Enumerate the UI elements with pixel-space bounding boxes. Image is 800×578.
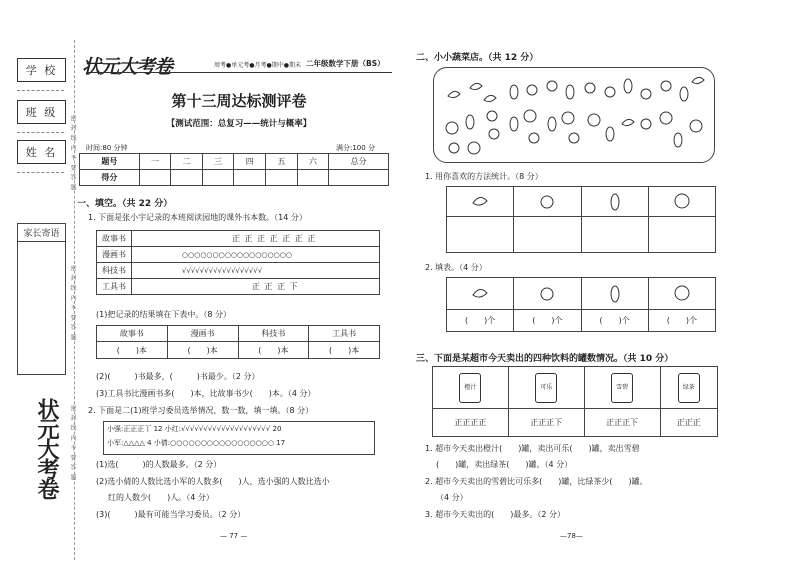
eggplant-icon: [680, 87, 688, 101]
fill-answer[interactable]: ( )本: [309, 342, 380, 359]
score-cell[interactable]: [266, 170, 298, 186]
pepper-icon: [692, 77, 704, 83]
radish-icon: [541, 196, 553, 208]
q2-sub2b: 红的人数少( )人。（4 分）: [108, 493, 214, 502]
radish-icon: [585, 83, 595, 93]
q2-text: 2. 下面是二(1)班学习委员选举情况，数一数，填一填。（8 分）: [88, 406, 314, 415]
radish-icon: [529, 133, 539, 143]
veg-tally-cell[interactable]: [581, 217, 648, 253]
fill-header: 故事书: [97, 326, 168, 342]
page-title: 第十三周达标测评卷: [171, 92, 307, 110]
book-label: 漫画书: [97, 247, 132, 263]
book-tally-table: [96, 230, 380, 295]
seal-note-1: 密 封 线 内 不 要 答 题: [69, 115, 76, 192]
q2-sub3: (3)( )最有可能当学习委员。（2 分）: [96, 510, 246, 519]
seal-line: [74, 40, 76, 560]
score-header: 二: [171, 154, 203, 170]
fill-header: 科技书: [238, 326, 309, 342]
book-tally: 正 正 正 下: [132, 279, 380, 295]
radish-icon: [489, 129, 499, 139]
radish-icon: [541, 288, 553, 300]
veg-fill-answer[interactable]: ( )个: [581, 310, 648, 332]
part3-q2b: （4 分）: [436, 493, 468, 502]
q2-sub1: (1)选( )的人数最多。（2 分）: [96, 460, 222, 469]
veg-header: [648, 187, 715, 217]
school-line[interactable]: [17, 90, 64, 91]
drink-name: 绿茶: [682, 383, 695, 391]
vegetable-picture: [433, 67, 715, 163]
veg-header: [581, 278, 648, 310]
class-label: 班 级: [17, 100, 66, 124]
part1-heading: 一、填空。（共 22 分）: [77, 199, 173, 209]
drink-tally: 正正正下: [584, 409, 660, 437]
cabbage-icon: [675, 194, 689, 208]
book-tally: √√√√√√√√√√√√√√√√√√: [132, 263, 380, 279]
drink-tally: 正正正: [660, 409, 717, 437]
book-label: 科技书: [97, 263, 132, 279]
fill-header: 工具书: [309, 326, 380, 342]
part3-q1b: ( )罐，卖出绿茶( )罐。（4 分）: [436, 460, 573, 469]
radish-icon: [449, 143, 459, 153]
score-header: 六: [297, 154, 329, 170]
header-rule: [86, 72, 392, 73]
q1-sub2: (2)( )书最多，( )书最少。（2 分）: [96, 372, 260, 381]
radish-icon: [547, 81, 557, 91]
header-tags: 周考●单元考●月考●期中●期末: [214, 62, 301, 69]
drink-tally: 正正正正: [433, 409, 509, 437]
veg-fill-answer[interactable]: ( )个: [648, 310, 715, 332]
score-cell[interactable]: [329, 170, 389, 186]
score-cell[interactable]: [202, 170, 234, 186]
cabbage-icon: [562, 112, 574, 124]
book-label: 工具书: [97, 279, 132, 295]
page-number-left: — 77 —: [220, 532, 248, 540]
veg-tally-cell[interactable]: [648, 217, 715, 253]
q1-text: 1. 下面是张小宇记录的本班阅读园地的课外书本数。（14 分）: [88, 213, 307, 222]
pepper-icon: [484, 95, 496, 101]
eggplant-icon: [510, 85, 518, 99]
part3-q1: 1. 超市今天卖出橙汁( )罐，卖出可乐( )罐，卖出雪碧: [425, 444, 640, 453]
veg-fill-answer[interactable]: ( )个: [514, 310, 581, 332]
radish-icon: [605, 87, 615, 97]
veg-header: [447, 278, 514, 310]
vote-line: 小强:正正正丅 12 小红:√√√√√√√√√√√√√√√√√√√√ 20: [107, 425, 282, 433]
score-cell[interactable]: [139, 170, 171, 186]
score-header: 三: [202, 154, 234, 170]
full-score: 满分:100 分: [336, 144, 375, 152]
can-icon: [611, 373, 633, 403]
pepper-icon: [470, 83, 482, 89]
veg-header: [581, 187, 648, 217]
veg-tally-cell[interactable]: [514, 217, 581, 253]
veg-count-table: [446, 186, 716, 253]
veg-header: [514, 187, 581, 217]
pepper-icon: [473, 289, 487, 297]
header-grade: 二年级数学下册（BS）: [306, 59, 385, 68]
part2-q2: 2. 填表。（4 分）: [425, 263, 487, 272]
can-icon: [535, 373, 557, 403]
cabbage-icon: [588, 114, 600, 126]
score-header: 一: [139, 154, 171, 170]
cabbage-icon: [446, 122, 458, 134]
q1-sub1: (1)把记录的结果填在下表中。（8 分）: [96, 310, 231, 319]
vote-box: [103, 421, 375, 455]
score-header: 总分: [329, 154, 389, 170]
drink-name: 橙汁: [464, 383, 477, 391]
cabbage-icon: [675, 286, 689, 300]
cabbage-icon: [524, 110, 536, 122]
pepper-icon: [473, 197, 487, 205]
cabbage-icon: [660, 112, 672, 124]
class-line[interactable]: [17, 132, 64, 133]
book-tally: ○○○○○○○○○○○○○○○○○○: [132, 247, 380, 263]
fill-answer[interactable]: ( )本: [97, 342, 168, 359]
veg-fill-answer[interactable]: ( )个: [447, 310, 514, 332]
part3-q3: 3. 超市今天卖出的( )最多。（2 分）: [425, 510, 566, 519]
drink-tally: 正正正下: [508, 409, 584, 437]
q2-sub2: (2)选小倩的人数比选小军的人数多( )人，选小强的人数比选小: [96, 477, 330, 486]
parent-message-box[interactable]: [17, 223, 66, 375]
score-cell[interactable]: [234, 170, 266, 186]
part3-q2: 2. 超市今天卖出的雪碧比可乐多( )罐，比绿茶少( )罐。: [425, 477, 648, 486]
veg-header: [447, 187, 514, 217]
sidebar-logo: 状元大考卷: [34, 398, 59, 498]
eggplant-icon: [611, 286, 619, 302]
drink-cell: [433, 367, 509, 409]
radish-icon: [641, 119, 651, 129]
radish-icon: [487, 111, 497, 121]
radish-icon: [661, 81, 671, 91]
time-limit: 时间:80 分钟: [86, 144, 128, 152]
drink-cell: [660, 367, 717, 409]
fill-answer[interactable]: ( )本: [167, 342, 238, 359]
eggplant-icon: [466, 115, 474, 129]
can-icon: [459, 373, 481, 403]
score-header: 四: [234, 154, 266, 170]
school-label: 学 校: [17, 58, 66, 82]
radish-icon: [569, 133, 579, 143]
part2-q1: 1. 用你喜欢的方法统计。（8 分）: [425, 172, 543, 181]
drink-name: 雪碧: [616, 383, 629, 391]
eggplant-icon: [548, 117, 556, 131]
book-fill-table: [96, 325, 380, 359]
radish-icon: [641, 89, 651, 99]
name-label: 姓 名: [17, 140, 66, 164]
book-label: 故事书: [97, 231, 132, 247]
fill-answer[interactable]: ( )本: [238, 342, 309, 359]
eggplant-icon: [611, 194, 619, 210]
eggplant-icon: [510, 117, 518, 131]
pepper-icon: [448, 91, 460, 97]
seal-note-3: 密 封 线 内 不 要 答 题: [69, 405, 76, 482]
q1-sub3: (3)工具书比漫画书多( )本，比故事书少( )本。（4 分）: [96, 389, 316, 398]
veg-fill-table: [446, 277, 716, 332]
eggplant-icon: [606, 127, 614, 141]
score-header: 题号: [80, 154, 140, 170]
drink-cell: [584, 367, 660, 409]
pepper-icon: [622, 119, 634, 125]
veg-header: [514, 278, 581, 310]
part3-heading: 三、下面是某超市今天卖出的四种饮料的罐数情况。（共 10 分）: [416, 354, 674, 364]
cabbage-icon: [690, 120, 702, 132]
eggplant-icon: [566, 85, 574, 99]
vegetable-drawing: [434, 68, 714, 162]
vote-line: 小军:△△△△ 4 小倩:○○○○○○○○○○○○○○○○○ 17: [107, 439, 286, 447]
seal-note-2: 密 封 线 内 不 要 答 题: [69, 265, 76, 342]
name-line[interactable]: [17, 172, 64, 173]
header-logo: 状元大考卷: [82, 56, 173, 78]
drink-name: 可乐: [540, 383, 553, 391]
book-tally: 正 正 正 正 正 正 正: [132, 231, 380, 247]
page-number-right: —78—: [560, 532, 583, 540]
can-icon: [678, 373, 700, 403]
drink-table: [432, 366, 718, 437]
parent-message-label: 家长寄语: [18, 224, 65, 242]
radish-icon: [527, 85, 537, 95]
veg-tally-cell[interactable]: [447, 217, 514, 253]
score-header: 五: [266, 154, 298, 170]
drink-cell: [508, 367, 584, 409]
score-cell[interactable]: [171, 170, 203, 186]
veg-header: [648, 278, 715, 310]
eggplant-icon: [624, 79, 632, 93]
fill-header: 漫画书: [167, 326, 238, 342]
score-row-label: 得分: [80, 170, 140, 186]
cabbage-icon: [468, 142, 480, 154]
score-table: [79, 153, 389, 186]
part2-heading: 二、小小蔬菜店。（共 12 分）: [416, 53, 539, 63]
test-scope: 【测试范围：总复习——统计与概率】: [166, 119, 312, 129]
eggplant-icon: [674, 133, 682, 147]
score-cell[interactable]: [297, 170, 329, 186]
